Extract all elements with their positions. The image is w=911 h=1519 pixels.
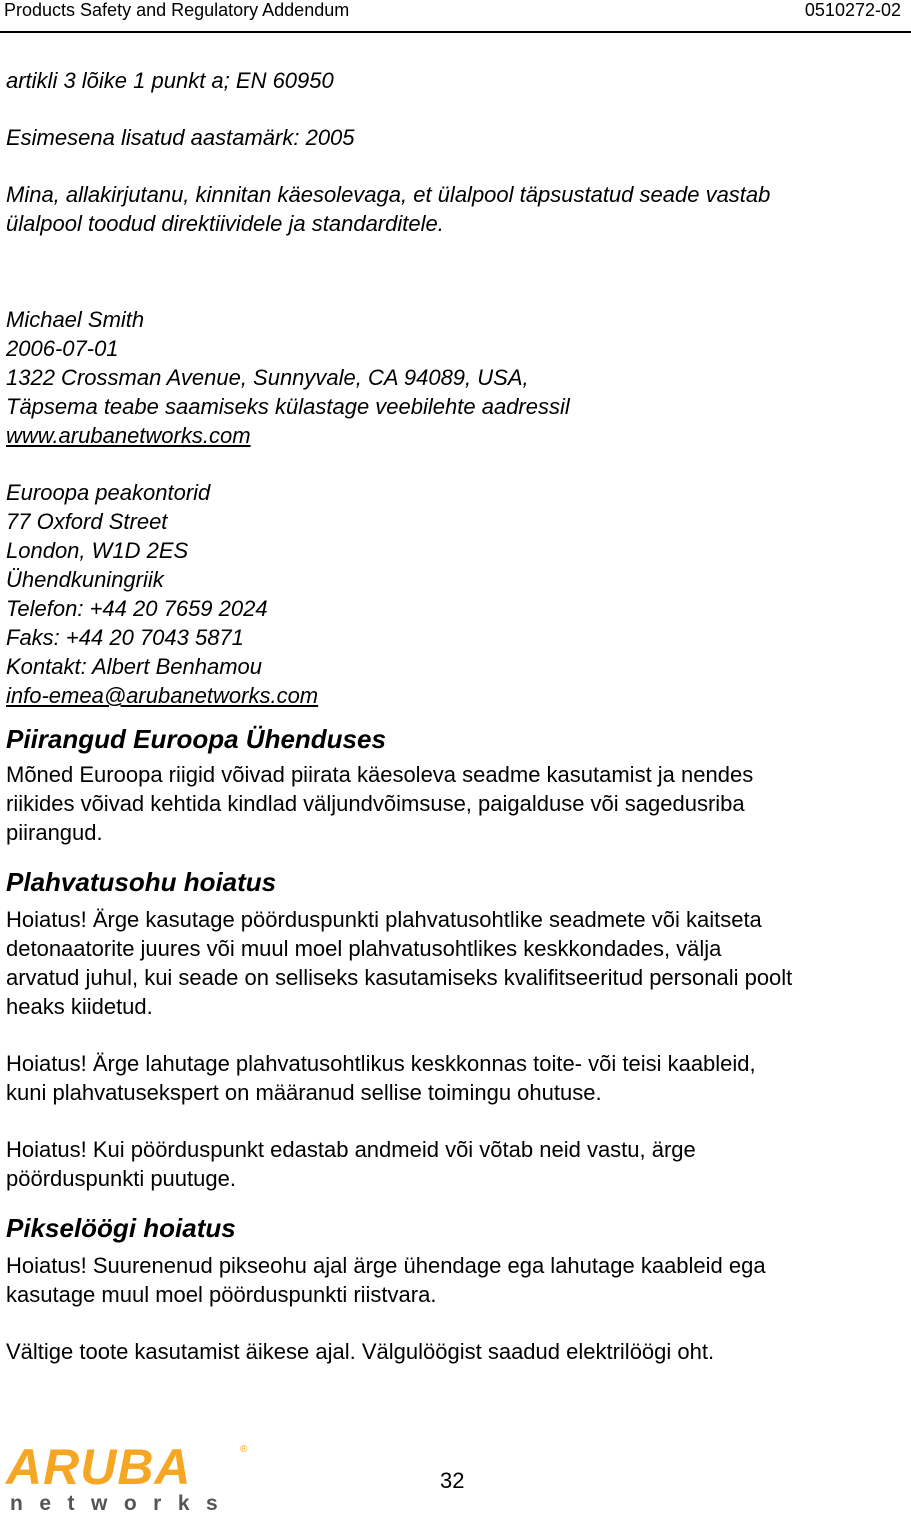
- restrictions-line-3: piirangud.: [6, 820, 103, 845]
- explosion-para-2: [6, 1049, 906, 1107]
- declaration-line-3b: ülalpool toodud direktiividele ja standarditele.: [6, 211, 444, 236]
- signer-address: 1322 Crossman Avenue, Sunnyvale, CA 94089, USA,: [6, 365, 529, 390]
- restrictions-line-1: Mõned Euroopa riigid võivad piirata käesoleva seadme kasutamist ja nendes: [6, 762, 754, 787]
- office-street: 77 Oxford Street: [6, 509, 168, 534]
- office-contact: Kontakt: Albert Benhamou: [6, 654, 263, 679]
- lightning-heading: Pikselöögi hoiatus: [6, 1213, 236, 1243]
- signer-date: 2006-07-01: [6, 336, 119, 361]
- logo-word: ARUBA: [6, 1440, 192, 1495]
- explosion-para-3: [6, 1135, 906, 1193]
- signer-name: Michael Smith: [6, 307, 145, 332]
- restrictions-body: [6, 760, 906, 847]
- logo-registered-mark: ®: [240, 1444, 248, 1455]
- aruba-logo: [4, 1440, 254, 1519]
- explosion-p2-line-2: kuni plahvatusekspert on määranud sellise toimingu ohutuse.: [6, 1080, 602, 1105]
- email-link[interactable]: info-emea@arubanetworks.com: [6, 683, 319, 708]
- declaration-line-2: Esimesena lisatud aastamärk: 2005: [6, 125, 355, 150]
- lightning-para-2: Vältige toote kasutamist äikese ajal. Välgulöögist saadud elektrilöögi oht.: [6, 1339, 715, 1364]
- explosion-p3-line-1: Hoiatus! Kui pöörduspunkt edastab andmeid või võtab neid vastu, ärge: [6, 1137, 696, 1162]
- page-number: 32: [440, 1468, 465, 1493]
- signer-block: [6, 305, 906, 450]
- explosion-p1-line-4: heaks kiidetud.: [6, 994, 153, 1019]
- logo-subtitle: networks: [10, 1492, 235, 1514]
- office-city: London, W1D 2ES: [6, 538, 189, 563]
- europe-office-block: [6, 478, 906, 710]
- explosion-p1-line-2: detonaatorite juures või muul moel plahvatusohtlikes keskkondades, välja: [6, 936, 722, 961]
- office-phone: Telefon: +44 20 7659 2024: [6, 596, 268, 621]
- office-title: Euroopa peakontorid: [6, 480, 211, 505]
- declaration-line-1-block: [6, 66, 906, 95]
- declaration-line-3a: Mina, allakirjutanu, kinnitan käesolevaga, et ülalpool täpsustatud seade vastab: [6, 182, 771, 207]
- explosion-p1-line-1: Hoiatus! Ärge kasutage pöörduspunkti plahvatusohtlike seadmete või kaitseta: [6, 907, 762, 932]
- page-header: [0, 0, 911, 33]
- lightning-p1-line-2: kasutage muul moel pöörduspunkti riistvara.: [6, 1282, 437, 1307]
- lightning-para-1: [6, 1251, 906, 1309]
- lightning-p1-line-1: Hoiatus! Suurenenud pikseohu ajal ärge ühendage ega lahutage kaableid ega: [6, 1253, 766, 1278]
- explosion-para-1: [6, 905, 906, 1021]
- office-country: Ühendkuningriik: [6, 567, 164, 592]
- office-fax: Faks: +44 20 7043 5871: [6, 625, 244, 650]
- header-title: Products Safety and Regulatory Addendum: [4, 0, 350, 20]
- declaration-line-2-block: [6, 123, 906, 152]
- explosion-p3-line-2: pöörduspunkti puutuge.: [6, 1166, 236, 1191]
- declaration-statement: [6, 180, 906, 238]
- declaration-line-1: artikli 3 lõike 1 punkt a; EN 60950: [6, 68, 334, 93]
- explosion-heading: Plahvatusohu hoiatus: [6, 867, 277, 897]
- signer-info-text: Täpsema teabe saamiseks külastage veebilehte aadressil: [6, 394, 570, 419]
- explosion-p2-line-1: Hoiatus! Ärge lahutage plahvatusohtlikus keskkonnas toite- või teisi kaableid,: [6, 1051, 756, 1076]
- aruba-logo-graphic: [4, 1440, 254, 1514]
- page-content: [6, 66, 906, 1366]
- website-link[interactable]: www.arubanetworks.com: [6, 423, 251, 448]
- explosion-p1-line-3: arvatud juhul, kui seade on selliseks kasutamiseks kvalifitseeritud personali poolt: [6, 965, 793, 990]
- restrictions-heading: Piirangud Euroopa Ühenduses: [6, 724, 386, 754]
- header-doc-number: 0510272-02: [804, 0, 901, 20]
- restrictions-line-2: riikides võivad kehtida kindlad väljundvõimsuse, paigalduse või sagedusriba: [6, 791, 745, 816]
